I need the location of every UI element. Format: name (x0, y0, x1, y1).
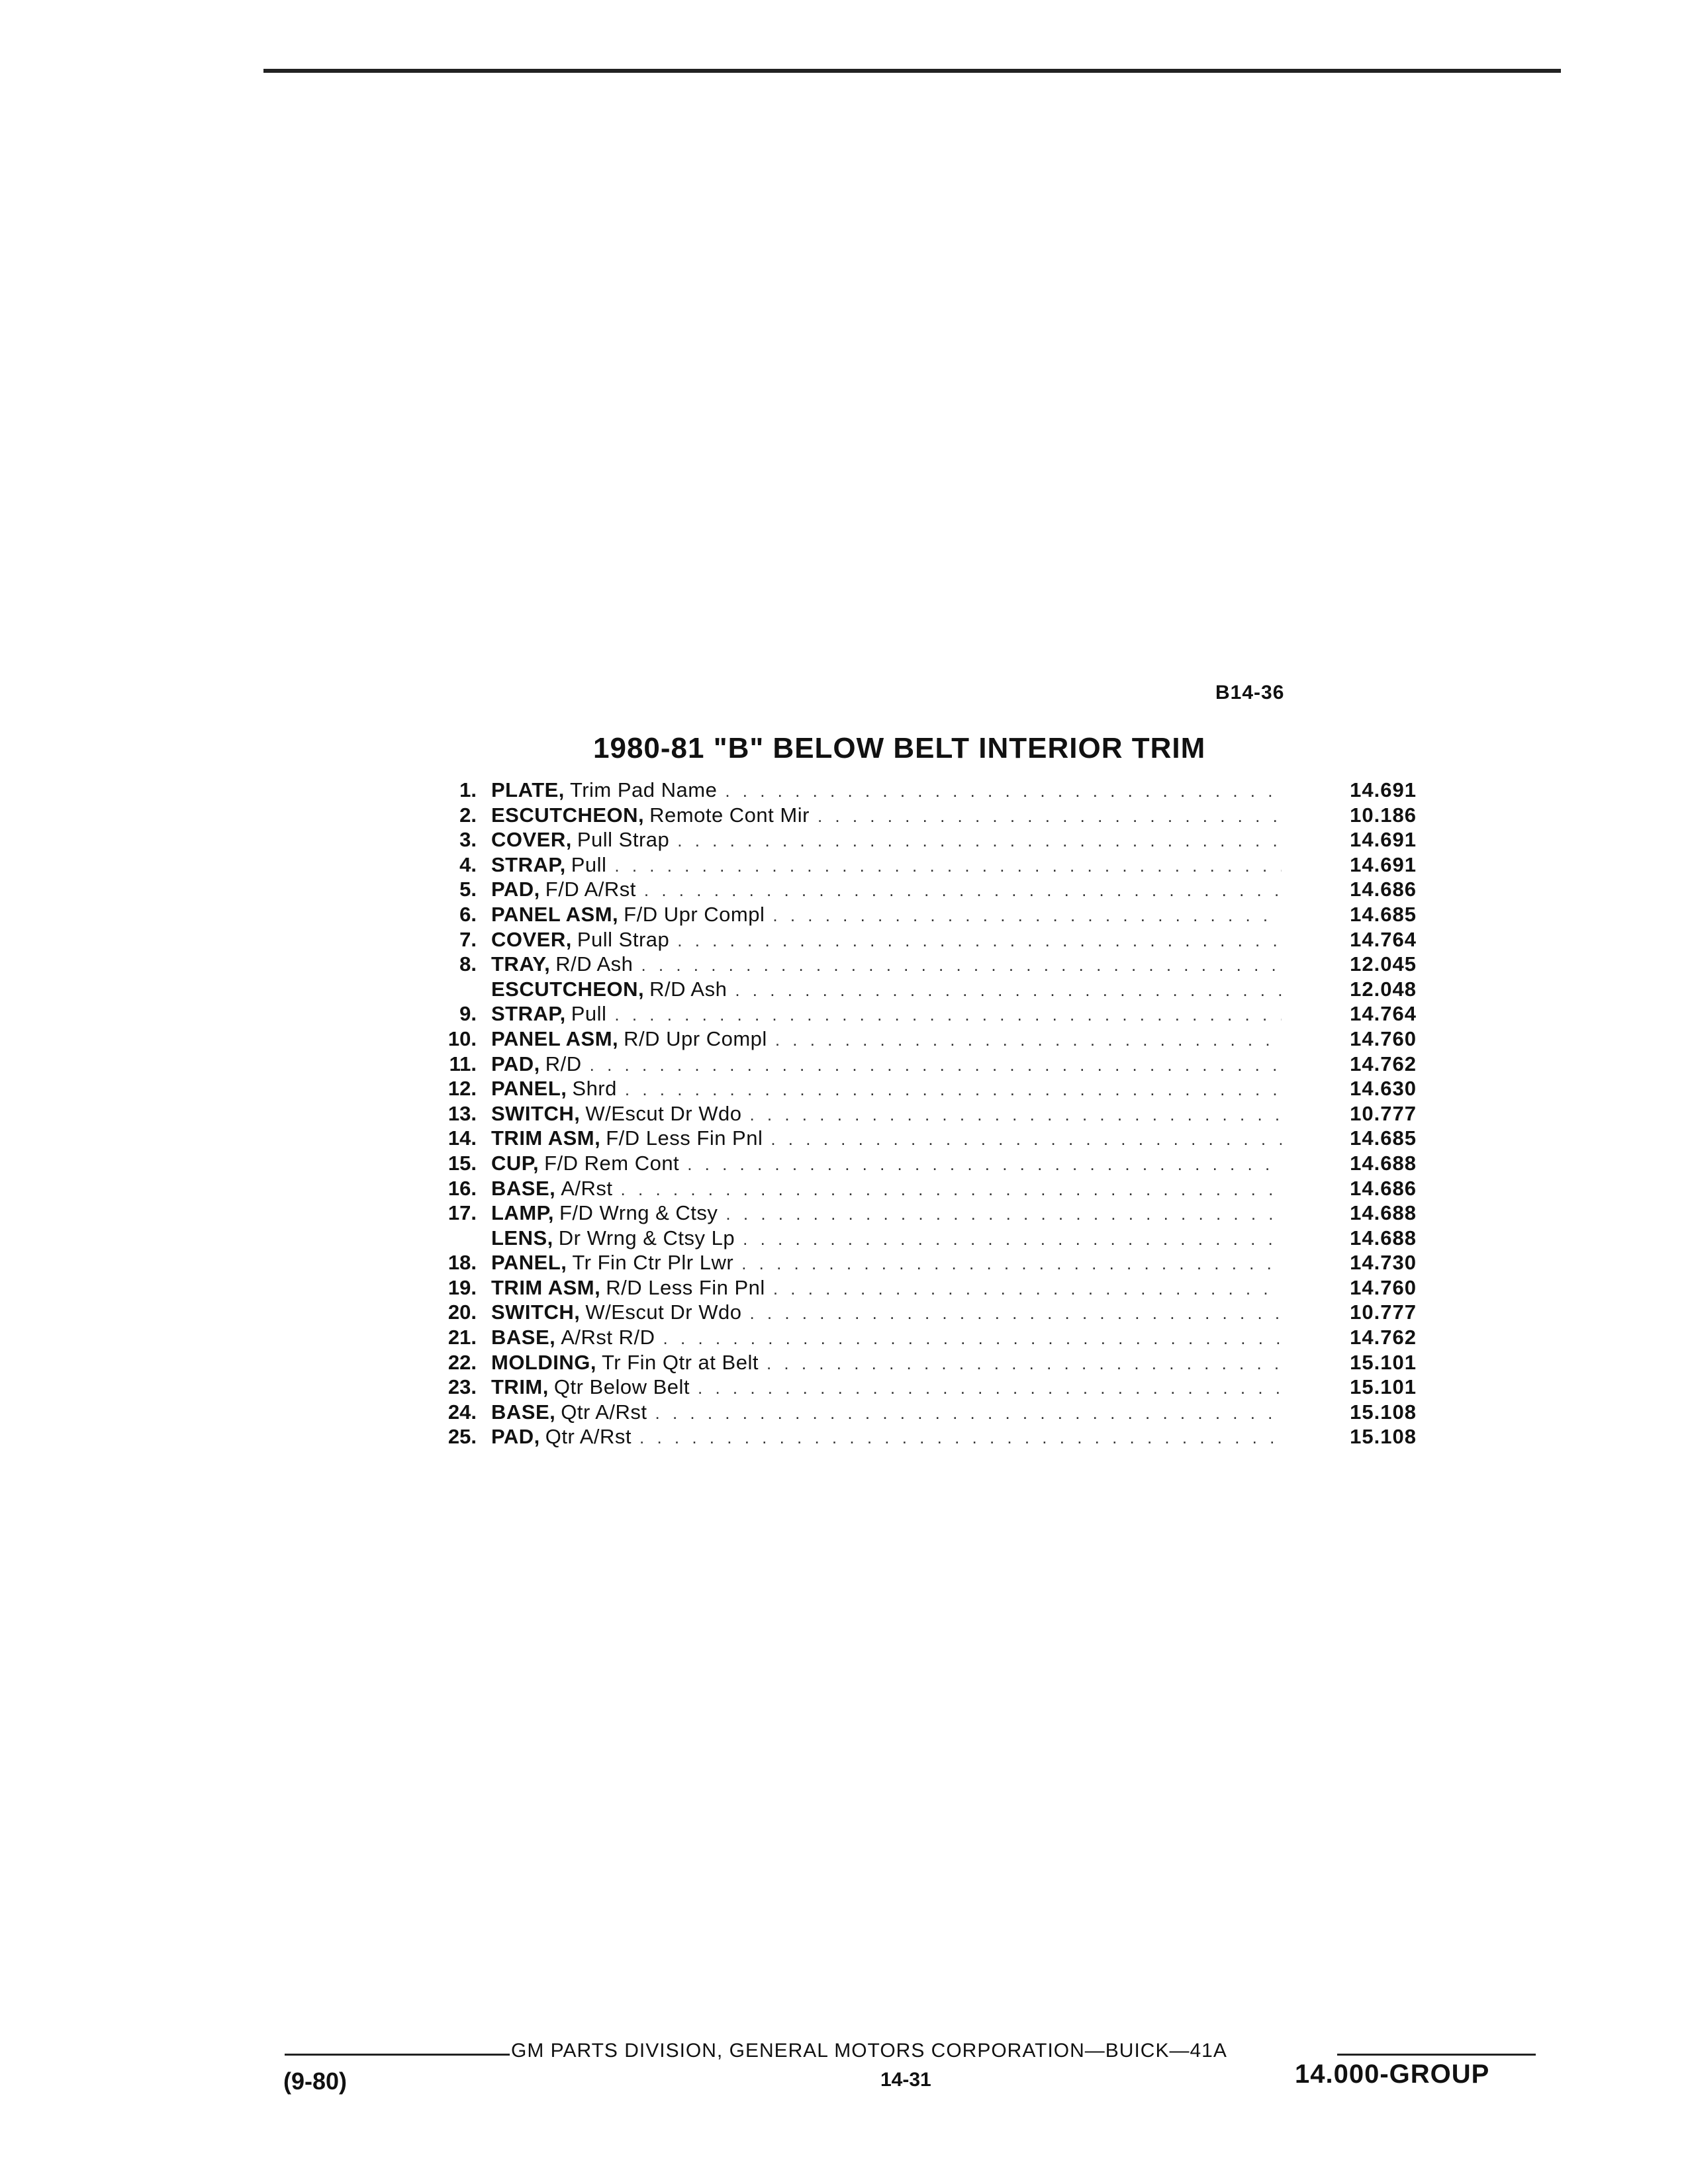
part-number: 23. (447, 1375, 477, 1399)
part-number: 6. (459, 902, 477, 926)
part-description: R/D (545, 1052, 582, 1075)
part-description: Qtr Below Belt (553, 1375, 690, 1399)
part-name: PANEL ASM, (491, 1026, 619, 1050)
part-name: COVER, (491, 927, 572, 951)
part-row (424, 1126, 1417, 1151)
part-description: F/D Wrng & Ctsy (559, 1201, 718, 1225)
part-number: 2. (459, 803, 477, 827)
part-group-number: 14.760 (1350, 1275, 1417, 1299)
part-row (424, 1001, 1417, 1026)
part-name: PAD, (491, 1425, 540, 1449)
part-row (424, 1151, 1417, 1176)
footer-rule-right (1337, 2054, 1536, 2056)
part-group-number: 14.688 (1350, 1226, 1417, 1250)
part-row (424, 1026, 1417, 1052)
part-row (424, 1325, 1417, 1350)
part-row (424, 1375, 1417, 1400)
part-number: 5. (459, 878, 477, 901)
part-description: Tr Fin Qtr at Belt (602, 1350, 759, 1374)
part-description: Remote Cont Mir (649, 803, 810, 827)
part-name: ESCUTCHEON, (491, 977, 645, 1001)
part-row (424, 1201, 1417, 1226)
part-number: 14. (447, 1126, 477, 1150)
part-description: R/D Upr Compl (624, 1026, 767, 1050)
part-number: 25. (447, 1425, 477, 1449)
part-number: 17. (447, 1201, 477, 1225)
dot-leader (698, 1376, 1282, 1401)
part-row (424, 827, 1417, 852)
part-name: STRAP, (491, 1002, 566, 1026)
dot-leader (687, 1152, 1282, 1177)
dot-leader (663, 1326, 1282, 1351)
part-number: 9. (459, 1002, 477, 1026)
part-group-number: 15.101 (1350, 1350, 1417, 1374)
part-row (424, 1350, 1417, 1375)
dot-leader (726, 1202, 1282, 1227)
part-group-number: 14.764 (1350, 927, 1417, 951)
dot-leader (677, 929, 1282, 954)
part-row (424, 778, 1417, 803)
part-group-number: 14.760 (1350, 1026, 1417, 1050)
part-number: 18. (447, 1251, 477, 1275)
part-description: F/D A/Rst (545, 878, 636, 901)
footer-page-number: 14-31 (880, 2069, 931, 2091)
part-number: 20. (447, 1300, 477, 1324)
part-group-number: 14.762 (1350, 1326, 1417, 1349)
part-group-number: 15.108 (1350, 1400, 1417, 1424)
dot-leader (644, 878, 1282, 903)
part-name: LENS, (491, 1226, 553, 1250)
section-title: 1980-81 "B" BELOW BELT INTERIOR TRIM (593, 732, 1206, 764)
part-name: COVER, (491, 828, 572, 852)
top-rule (263, 69, 1561, 73)
part-number: 19. (447, 1275, 477, 1299)
part-group-number: 10.777 (1350, 1300, 1417, 1324)
part-description: A/Rst (561, 1176, 613, 1200)
part-number: 8. (459, 952, 477, 976)
dot-leader (625, 1077, 1282, 1103)
part-name: SWITCH, (491, 1101, 581, 1125)
part-description: W/Escut Dr Wdo (585, 1101, 742, 1125)
part-row (424, 1101, 1417, 1126)
dot-leader (621, 1177, 1282, 1203)
part-number: 3. (459, 828, 477, 852)
part-group-number: 14.730 (1350, 1251, 1417, 1275)
part-group-number: 14.691 (1350, 852, 1417, 876)
part-number: 13. (447, 1101, 477, 1125)
part-name: STRAP, (491, 852, 566, 876)
part-row (424, 1076, 1417, 1101)
dot-leader (614, 1003, 1282, 1028)
part-group-number: 12.045 (1350, 952, 1417, 976)
footer-publisher: GM PARTS DIVISION, GENERAL MOTORS CORPORATION—BUICK—41A (511, 2040, 1227, 2062)
part-name: MOLDING, (491, 1350, 596, 1374)
part-number: 7. (459, 927, 477, 951)
part-row (424, 852, 1417, 878)
part-group-number: 14.688 (1350, 1151, 1417, 1175)
part-number: 15. (447, 1151, 477, 1175)
dot-leader (749, 1103, 1282, 1128)
dot-leader (767, 1351, 1282, 1377)
figure-reference: B14-36 (1215, 682, 1285, 704)
part-row (424, 952, 1417, 977)
part-row (424, 1250, 1417, 1275)
part-number: 16. (447, 1176, 477, 1200)
part-description: Dr Wrng & Ctsy Lp (558, 1226, 735, 1250)
part-name: PANEL, (491, 1251, 567, 1275)
dot-leader (771, 1127, 1282, 1152)
part-name: PANEL ASM, (491, 902, 619, 926)
part-group-number: 14.630 (1350, 1077, 1417, 1101)
dot-leader (741, 1251, 1282, 1277)
footer-date: (9-80) (283, 2068, 348, 2095)
part-number: 10. (447, 1026, 477, 1050)
part-description: Tr Fin Ctr Plr Lwr (572, 1251, 734, 1275)
part-description: Pull Strap (577, 927, 670, 951)
part-description: Qtr A/Rst (561, 1400, 647, 1424)
dot-leader (641, 953, 1282, 978)
part-description: A/Rst R/D (561, 1326, 655, 1349)
dot-leader (749, 1301, 1282, 1326)
part-group-number: 15.101 (1350, 1375, 1417, 1399)
part-group-number: 14.685 (1350, 902, 1417, 926)
part-description: R/D Less Fin Pnl (606, 1275, 765, 1299)
part-name: CUP, (491, 1151, 539, 1175)
part-row (424, 927, 1417, 952)
dot-leader (614, 854, 1282, 879)
part-name: TRIM, (491, 1375, 549, 1399)
part-name: PANEL, (491, 1077, 567, 1101)
part-row (424, 1424, 1417, 1449)
part-name: LAMP, (491, 1201, 554, 1225)
part-description: R/D Ash (555, 952, 633, 976)
dot-leader (773, 1277, 1282, 1302)
part-name: BASE, (491, 1176, 556, 1200)
part-description: F/D Rem Cont (544, 1151, 680, 1175)
part-description: Pull Strap (577, 828, 670, 852)
part-description: W/Escut Dr Wdo (585, 1300, 742, 1324)
footer-group: 14.000-GROUP (1295, 2060, 1490, 2089)
part-group-number: 10.186 (1350, 803, 1417, 827)
part-row (424, 1176, 1417, 1201)
footer-rule-left (285, 2054, 510, 2056)
part-row (424, 1300, 1417, 1325)
part-description: R/D Ash (649, 977, 727, 1001)
part-row (424, 1275, 1417, 1300)
dot-leader (655, 1401, 1282, 1426)
part-group-number: 14.764 (1350, 1002, 1417, 1026)
part-description: F/D Upr Compl (624, 902, 765, 926)
part-number: 21. (447, 1326, 477, 1349)
part-name: TRIM ASM, (491, 1275, 601, 1299)
part-row (424, 977, 1417, 1002)
part-row (424, 1226, 1417, 1251)
part-row (424, 902, 1417, 927)
part-group-number: 10.777 (1350, 1101, 1417, 1125)
part-number: 24. (447, 1400, 477, 1424)
dot-leader (775, 1028, 1282, 1053)
part-group-number: 14.685 (1350, 1126, 1417, 1150)
part-group-number: 14.762 (1350, 1052, 1417, 1075)
part-name: ESCUTCHEON, (491, 803, 645, 827)
part-name: TRAY, (491, 952, 551, 976)
part-number: 11. (449, 1052, 477, 1075)
part-name: PAD, (491, 1052, 540, 1075)
dot-leader (639, 1426, 1282, 1451)
dot-leader (735, 978, 1282, 1003)
part-number: 4. (459, 852, 477, 876)
part-group-number: 14.686 (1350, 1176, 1417, 1200)
part-name: BASE, (491, 1326, 556, 1349)
part-name: PLATE, (491, 778, 565, 801)
part-name: BASE, (491, 1400, 556, 1424)
dot-leader (677, 829, 1282, 854)
part-name: SWITCH, (491, 1300, 581, 1324)
part-description: Pull (571, 1002, 607, 1026)
part-row (424, 1400, 1417, 1425)
parts-list (424, 778, 1417, 1449)
part-group-number: 14.688 (1350, 1201, 1417, 1225)
part-group-number: 14.686 (1350, 878, 1417, 901)
part-description: Pull (571, 852, 607, 876)
part-name: PAD, (491, 878, 540, 901)
part-description: Trim Pad Name (569, 778, 718, 801)
part-number: 22. (447, 1350, 477, 1374)
part-row (424, 877, 1417, 902)
part-name: TRIM ASM, (491, 1126, 601, 1150)
part-row (424, 1052, 1417, 1077)
dot-leader (818, 804, 1282, 829)
part-number: 1. (459, 778, 477, 801)
part-group-number: 12.048 (1350, 977, 1417, 1001)
part-row (424, 803, 1417, 828)
part-group-number: 14.691 (1350, 778, 1417, 801)
part-description: Qtr A/Rst (545, 1425, 632, 1449)
part-description: Shrd (572, 1077, 617, 1101)
dot-leader (743, 1227, 1282, 1252)
part-group-number: 14.691 (1350, 828, 1417, 852)
part-description: F/D Less Fin Pnl (606, 1126, 763, 1150)
dot-leader (590, 1053, 1282, 1078)
part-group-number: 15.108 (1350, 1425, 1417, 1449)
part-number: 12. (447, 1077, 477, 1101)
dot-leader (725, 779, 1282, 804)
dot-leader (773, 903, 1282, 929)
